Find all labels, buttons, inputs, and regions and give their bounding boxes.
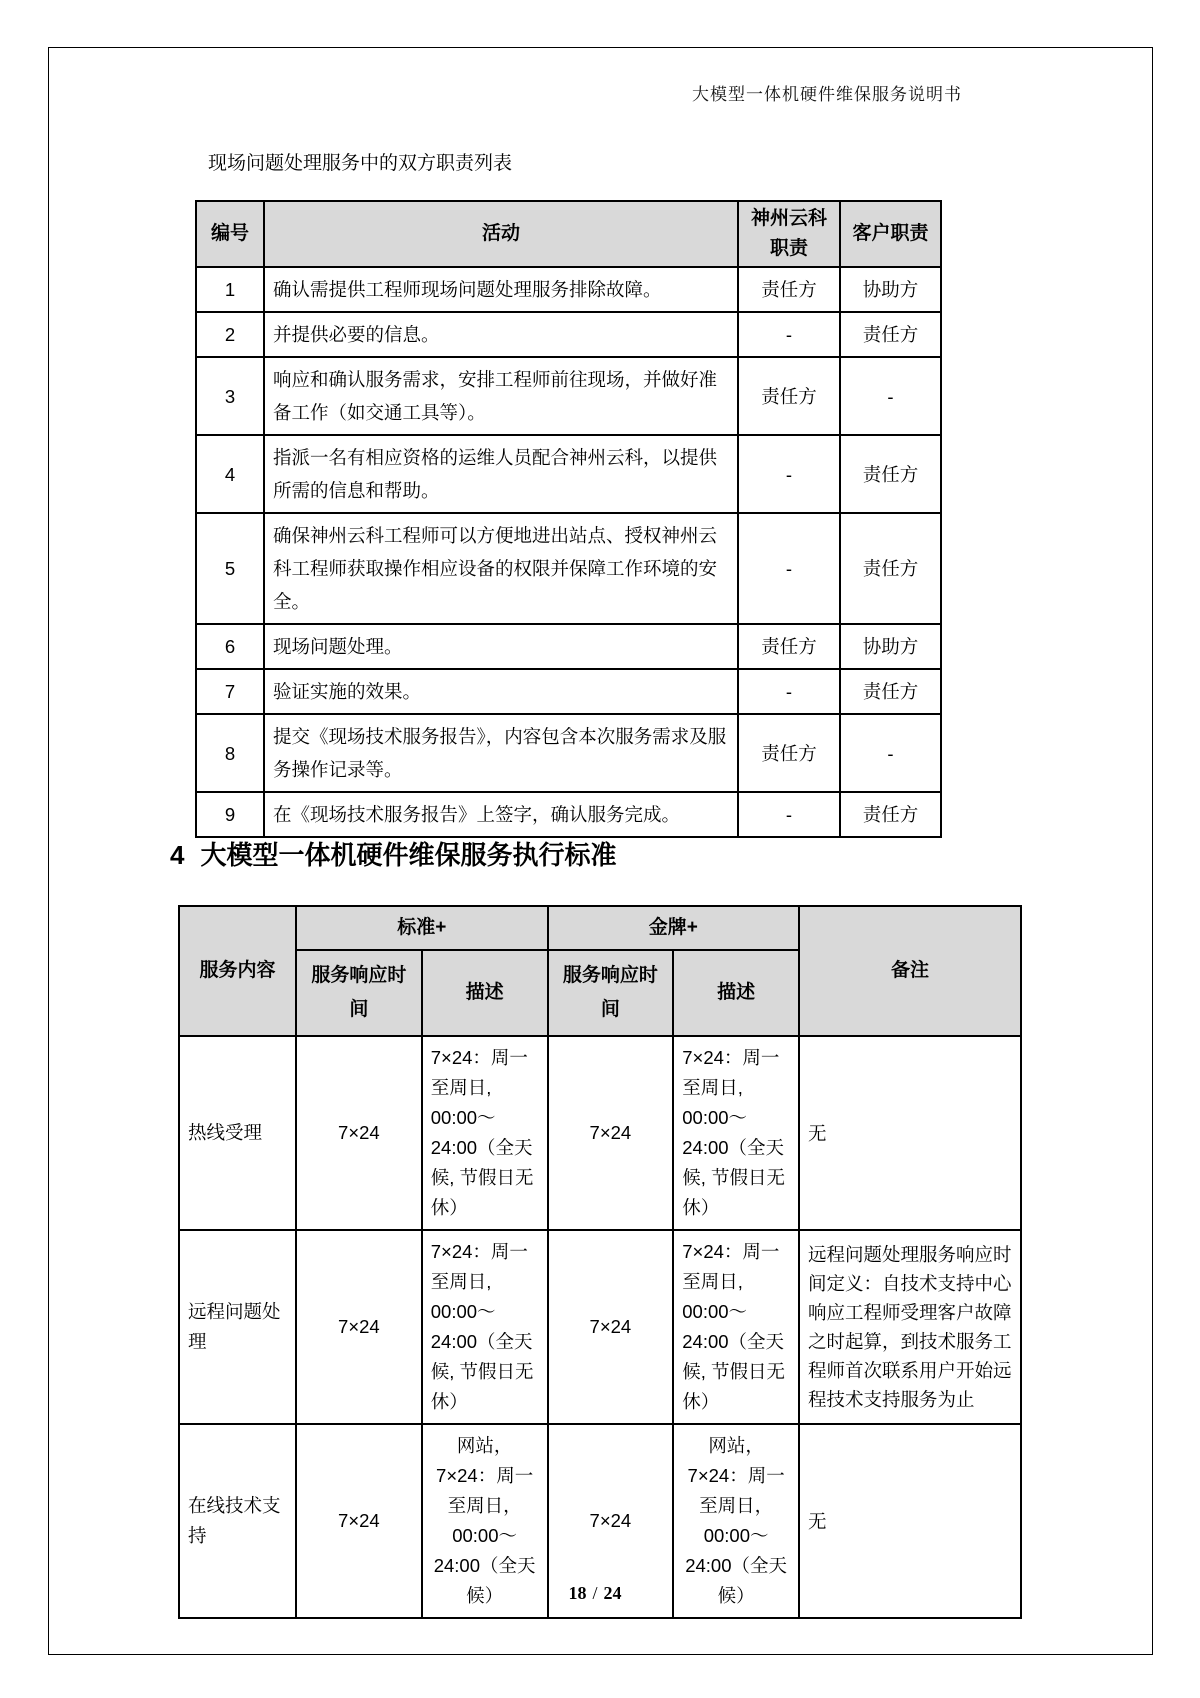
row-standard-desc: 7×24：周一至周日, 00:00～24:00（全天候, 节假日无休） <box>422 1036 548 1230</box>
current-page-number: 18 <box>568 1583 587 1603</box>
row-customer-role: 责任方 <box>840 513 941 624</box>
document-header-title: 大模型一体机硬件维保服务说明书 <box>692 85 962 104</box>
row-vendor-role: - <box>738 312 840 357</box>
row-remark: 无 <box>799 1036 1021 1230</box>
row-activity: 现场问题处理。 <box>264 624 738 669</box>
header-cell-standard-response-time: 服务响应时间 <box>296 950 422 1036</box>
responsibility-table <box>195 200 942 838</box>
row-activity: 在《现场技术服务报告》上签字，确认服务完成。 <box>264 792 738 837</box>
table-row <box>196 312 941 357</box>
intro-text: 现场问题处理服务中的双方职责列表 <box>208 153 513 174</box>
row-gold-desc: 7×24：周一至周日, 00:00～24:00（全天候, 节假日无休） <box>673 1230 799 1424</box>
row-id: 1 <box>196 267 264 312</box>
header-cell-customer-role: 客户职责 <box>840 201 941 267</box>
header-cell-standard-description: 描述 <box>422 950 548 1036</box>
page-number-separator: / <box>592 1583 598 1603</box>
header-cell-id: 编号 <box>196 201 264 267</box>
responsibility-table-header <box>196 201 941 267</box>
header-cell-activity: 活动 <box>264 201 738 267</box>
row-vendor-role: 责任方 <box>738 267 840 312</box>
row-id: 7 <box>196 669 264 714</box>
row-id: 2 <box>196 312 264 357</box>
header-cell-service-content: 服务内容 <box>179 906 296 1036</box>
header-cell-remarks: 备注 <box>799 906 1021 1036</box>
header-row-groups <box>179 906 1021 950</box>
row-activity: 确保神州云科工程师可以方便地进出站点、授权神州云科工程师获取操作相应设备的权限并保障工作环境的安全。 <box>264 513 738 624</box>
row-customer-role: - <box>840 357 941 435</box>
row-vendor-role: - <box>738 669 840 714</box>
header-cell-gold-description: 描述 <box>673 950 799 1036</box>
row-activity: 响应和确认服务需求，安排工程师前往现场，并做好准备工作（如交通工具等）。 <box>264 357 738 435</box>
service-standards-table <box>178 905 1022 1619</box>
row-standard-time: 7×24 <box>296 1424 422 1618</box>
row-id: 9 <box>196 792 264 837</box>
table-row <box>196 267 941 312</box>
row-vendor-role: 责任方 <box>738 624 840 669</box>
row-vendor-role: - <box>738 513 840 624</box>
row-standard-time: 7×24 <box>296 1036 422 1230</box>
header-row <box>196 201 941 267</box>
row-standard-desc: 7×24：周一至周日, 00:00～24:00（全天候, 节假日无休） <box>422 1230 548 1424</box>
table-row <box>196 714 941 792</box>
row-customer-role: - <box>840 714 941 792</box>
page-footer <box>0 1583 1190 1604</box>
table-row <box>179 1230 1021 1424</box>
row-activity: 确认需提供工程师现场问题处理服务排除故障。 <box>264 267 738 312</box>
row-customer-role: 协助方 <box>840 624 941 669</box>
table-row <box>196 792 941 837</box>
row-customer-role: 责任方 <box>840 792 941 837</box>
row-gold-time: 7×24 <box>548 1036 674 1230</box>
header-cell-gold-plus: 金牌+ <box>548 906 800 950</box>
row-id: 4 <box>196 435 264 513</box>
row-gold-desc: 网站，7×24：周一至周日，00:00～24:00（全天候） <box>673 1424 799 1618</box>
row-activity: 验证实施的效果。 <box>264 669 738 714</box>
table-row <box>196 669 941 714</box>
row-vendor-role: - <box>738 792 840 837</box>
row-customer-role: 协助方 <box>840 267 941 312</box>
row-id: 5 <box>196 513 264 624</box>
row-vendor-role: 责任方 <box>738 357 840 435</box>
table-row <box>196 624 941 669</box>
row-standard-time: 7×24 <box>296 1230 422 1424</box>
section-title: 大模型一体机硬件维保服务执行标准 <box>200 840 617 870</box>
row-service: 热线受理 <box>179 1036 296 1230</box>
row-customer-role: 责任方 <box>840 435 941 513</box>
row-id: 6 <box>196 624 264 669</box>
standards-table-header <box>179 906 1021 1036</box>
row-vendor-role: - <box>738 435 840 513</box>
row-id: 3 <box>196 357 264 435</box>
row-vendor-role: 责任方 <box>738 714 840 792</box>
row-activity: 并提供必要的信息。 <box>264 312 738 357</box>
row-gold-time: 7×24 <box>548 1424 674 1618</box>
table-row <box>196 513 941 624</box>
row-activity: 提交《现场技术服务报告》，内容包含本次服务需求及服务操作记录等。 <box>264 714 738 792</box>
row-gold-desc: 7×24：周一至周日, 00:00～24:00（全天候, 节假日无休） <box>673 1036 799 1230</box>
total-page-number: 24 <box>603 1583 622 1603</box>
table-row <box>196 435 941 513</box>
section-heading <box>170 835 616 872</box>
row-id: 8 <box>196 714 264 792</box>
row-remark: 远程问题处理服务响应时间定义：自技术支持中心响应工程师受理客户故障之时起算，到技术服务工程师首次联系用户开始远程技术支持服务为止 <box>799 1230 1021 1424</box>
header-cell-vendor-role: 神州云科职责 <box>738 201 840 267</box>
row-service: 远程问题处理 <box>179 1230 296 1424</box>
section-number: 4 <box>170 840 185 870</box>
row-remark: 无 <box>799 1424 1021 1618</box>
row-activity: 指派一名有相应资格的运维人员配合神州云科，以提供所需的信息和帮助。 <box>264 435 738 513</box>
header-cell-standard-plus: 标准+ <box>296 906 548 950</box>
row-service: 在线技术支持 <box>179 1424 296 1618</box>
row-customer-role: 责任方 <box>840 312 941 357</box>
table-row <box>196 357 941 435</box>
table-row <box>179 1036 1021 1230</box>
header-cell-gold-response-time: 服务响应时间 <box>548 950 674 1036</box>
row-standard-desc: 网站，7×24：周一至周日，00:00～24:00（全天候） <box>422 1424 548 1618</box>
row-customer-role: 责任方 <box>840 669 941 714</box>
row-gold-time: 7×24 <box>548 1230 674 1424</box>
